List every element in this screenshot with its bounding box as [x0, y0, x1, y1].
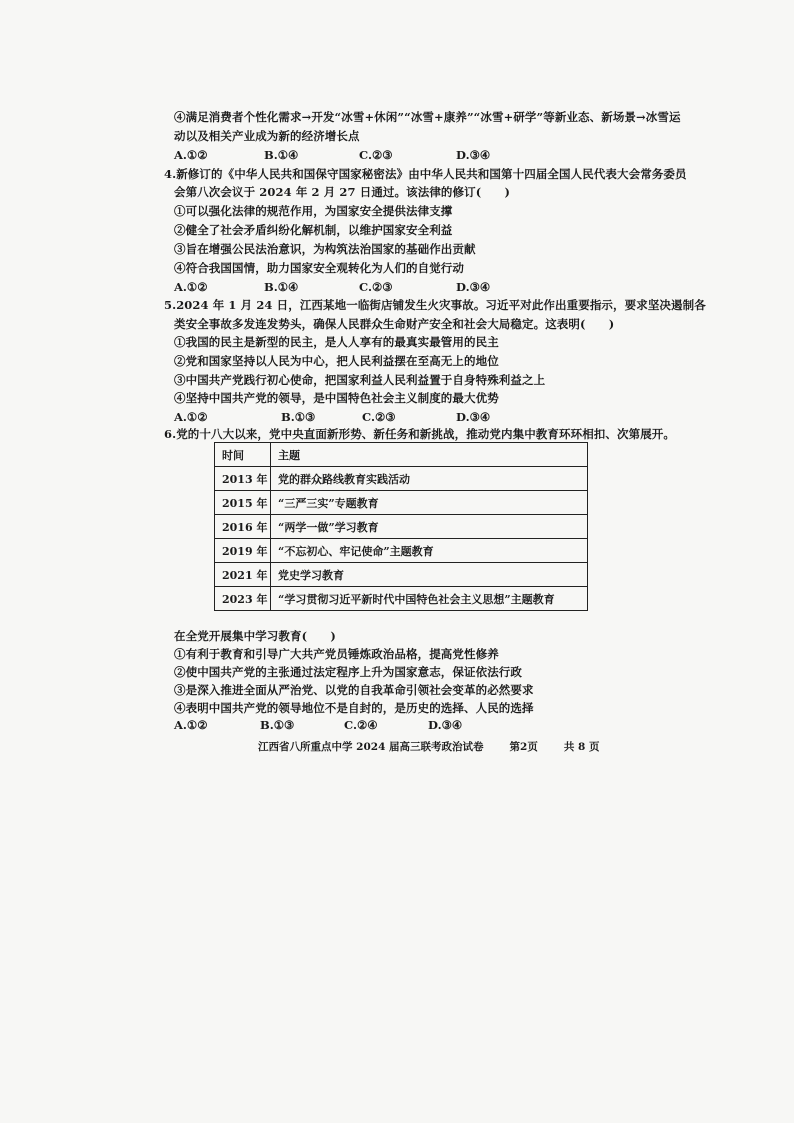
- table-cell-year: 2015 年: [215, 491, 271, 515]
- q6-statement-4: ④表明中国共产党的领导地位不是自封的，是历史的选择、人民的选择: [174, 701, 534, 715]
- education-topics-table: [214, 442, 588, 611]
- q5-option-d: D.③④: [456, 410, 491, 424]
- table-cell-topic: “学习贯彻习近平新时代中国特色社会主义思想”主题教育: [271, 587, 588, 611]
- q6-statement-1: ①有利于教育和引导广大共产党员锤炼政治品格，提高党性修养: [174, 647, 499, 661]
- table-cell-topic: “两学一做”学习教育: [271, 515, 588, 539]
- table-cell-topic: 党的群众路线教育实践活动: [271, 467, 588, 491]
- q6-option-b: B.①③: [260, 718, 295, 732]
- q5-option-c: C.②③: [362, 410, 396, 424]
- table-cell-year: 2021 年: [215, 563, 271, 587]
- q4-stem-line2: 会第八次会议于 2024 年 2 月 27 日通过。该法律的修订( ): [174, 185, 511, 199]
- q4-statement-4: ④符合我国国情，助力国家安全观转化为人们的自觉行动: [174, 261, 464, 275]
- page-footer: [258, 739, 625, 754]
- table-header-time: 时间: [215, 443, 271, 467]
- q5-statement-4: ④坚持中国共产党的领导，是中国特色社会主义制度的最大优势: [174, 391, 499, 405]
- q3-option-b: B.①④: [264, 148, 299, 162]
- q5-statement-2: ②党和国家坚持以人民为中心，把人民利益摆在至高无上的地位: [174, 354, 499, 368]
- table-row: [215, 491, 588, 515]
- table-cell-topic: 党史学习教育: [271, 563, 588, 587]
- table-row: [215, 539, 588, 563]
- q6-statement-2: ②使中国共产党的主张通过法定程序上升为国家意志，保证依法行政: [174, 665, 522, 679]
- table-cell-year: 2016 年: [215, 515, 271, 539]
- q5-statement-3: ③中国共产党践行初心使命，把国家利益人民利益置于自身特殊利益之上: [174, 373, 546, 387]
- table-cell-year: 2019 年: [215, 539, 271, 563]
- q3-option-c: C.②③: [359, 148, 393, 162]
- q4-option-a: A.①②: [174, 280, 208, 294]
- q6-option-d: D.③④: [428, 718, 463, 732]
- q5-stem-line1: 5.2024 年 1 月 24 日，江西某地一临街店铺发生火灾事故。习近平对此作出重要指示，要求坚决遏制各: [164, 298, 706, 312]
- table-cell-topic: “三严三实”专题教育: [271, 491, 588, 515]
- q3-statement-4-line2: 动以及相关产业成为新的经济增长点: [174, 129, 360, 143]
- q4-statement-3: ③旨在增强公民法治意识，为构筑法治国家的基础作出贡献: [174, 242, 476, 256]
- table-cell-topic: “不忘初心、牢记使命”主题教育: [271, 539, 588, 563]
- q3-option-d: D.③④: [456, 148, 491, 162]
- q5-stem-line2: 类安全事故多发连发势头，确保人民群众生命财产安全和社会大局稳定。这表明( ): [174, 317, 615, 331]
- table-row: [215, 467, 588, 491]
- footer-page-number: 第2页: [509, 741, 538, 753]
- q4-option-d: D.③④: [456, 280, 491, 294]
- q5-option-b: B.①③: [281, 410, 316, 424]
- table-cell-year: 2023 年: [215, 587, 271, 611]
- q4-statement-1: ①可以强化法律的规范作用，为国家安全提供法律支撑: [174, 204, 453, 218]
- table-row: [215, 515, 588, 539]
- q6-question: 在全党开展集中学习教育( ): [174, 629, 336, 643]
- table-cell-year: 2013 年: [215, 467, 271, 491]
- q5-statement-1: ①我国的民主是新型的民主，是人人享有的最真实最管用的民主: [174, 335, 499, 349]
- q4-statement-2: ②健全了社会矛盾纠纷化解机制，以维护国家安全利益: [174, 223, 453, 237]
- q6-option-c: C.②④: [344, 718, 378, 732]
- q6-stem: 6.党的十八大以来，党中央直面新形势、新任务和新挑战，推动党内集中教育环环相扣、次第展开。: [164, 427, 675, 441]
- table-row: [215, 587, 588, 611]
- q6-option-a: A.①②: [174, 718, 208, 732]
- q4-stem-line1: 4.新修订的《中华人民共和国保守国家秘密法》由中华人民共和国第十四届全国人民代表大会常务委员: [164, 167, 687, 181]
- footer-exam-title: 江西省八所重点中学 2024 届高三联考政治试卷: [258, 741, 484, 753]
- table-header-row: [215, 443, 588, 467]
- q3-statement-4-line1: ④满足消费者个性化需求→开发“冰雪+休闲”“冰雪+康养”“冰雪+研学”等新业态、新场景→冰雪运: [174, 110, 681, 124]
- table-header-topic: 主题: [271, 443, 588, 467]
- q5-option-a: A.①②: [174, 410, 208, 424]
- table-row: [215, 563, 588, 587]
- q4-option-b: B.①④: [264, 280, 299, 294]
- q3-option-a: A.①②: [174, 148, 208, 162]
- q4-option-c: C.②③: [359, 280, 393, 294]
- q6-statement-3: ③是深入推进全面从严治党、以党的自我革命引领社会变革的必然要求: [174, 683, 534, 697]
- footer-total-pages: 共 8 页: [563, 741, 600, 753]
